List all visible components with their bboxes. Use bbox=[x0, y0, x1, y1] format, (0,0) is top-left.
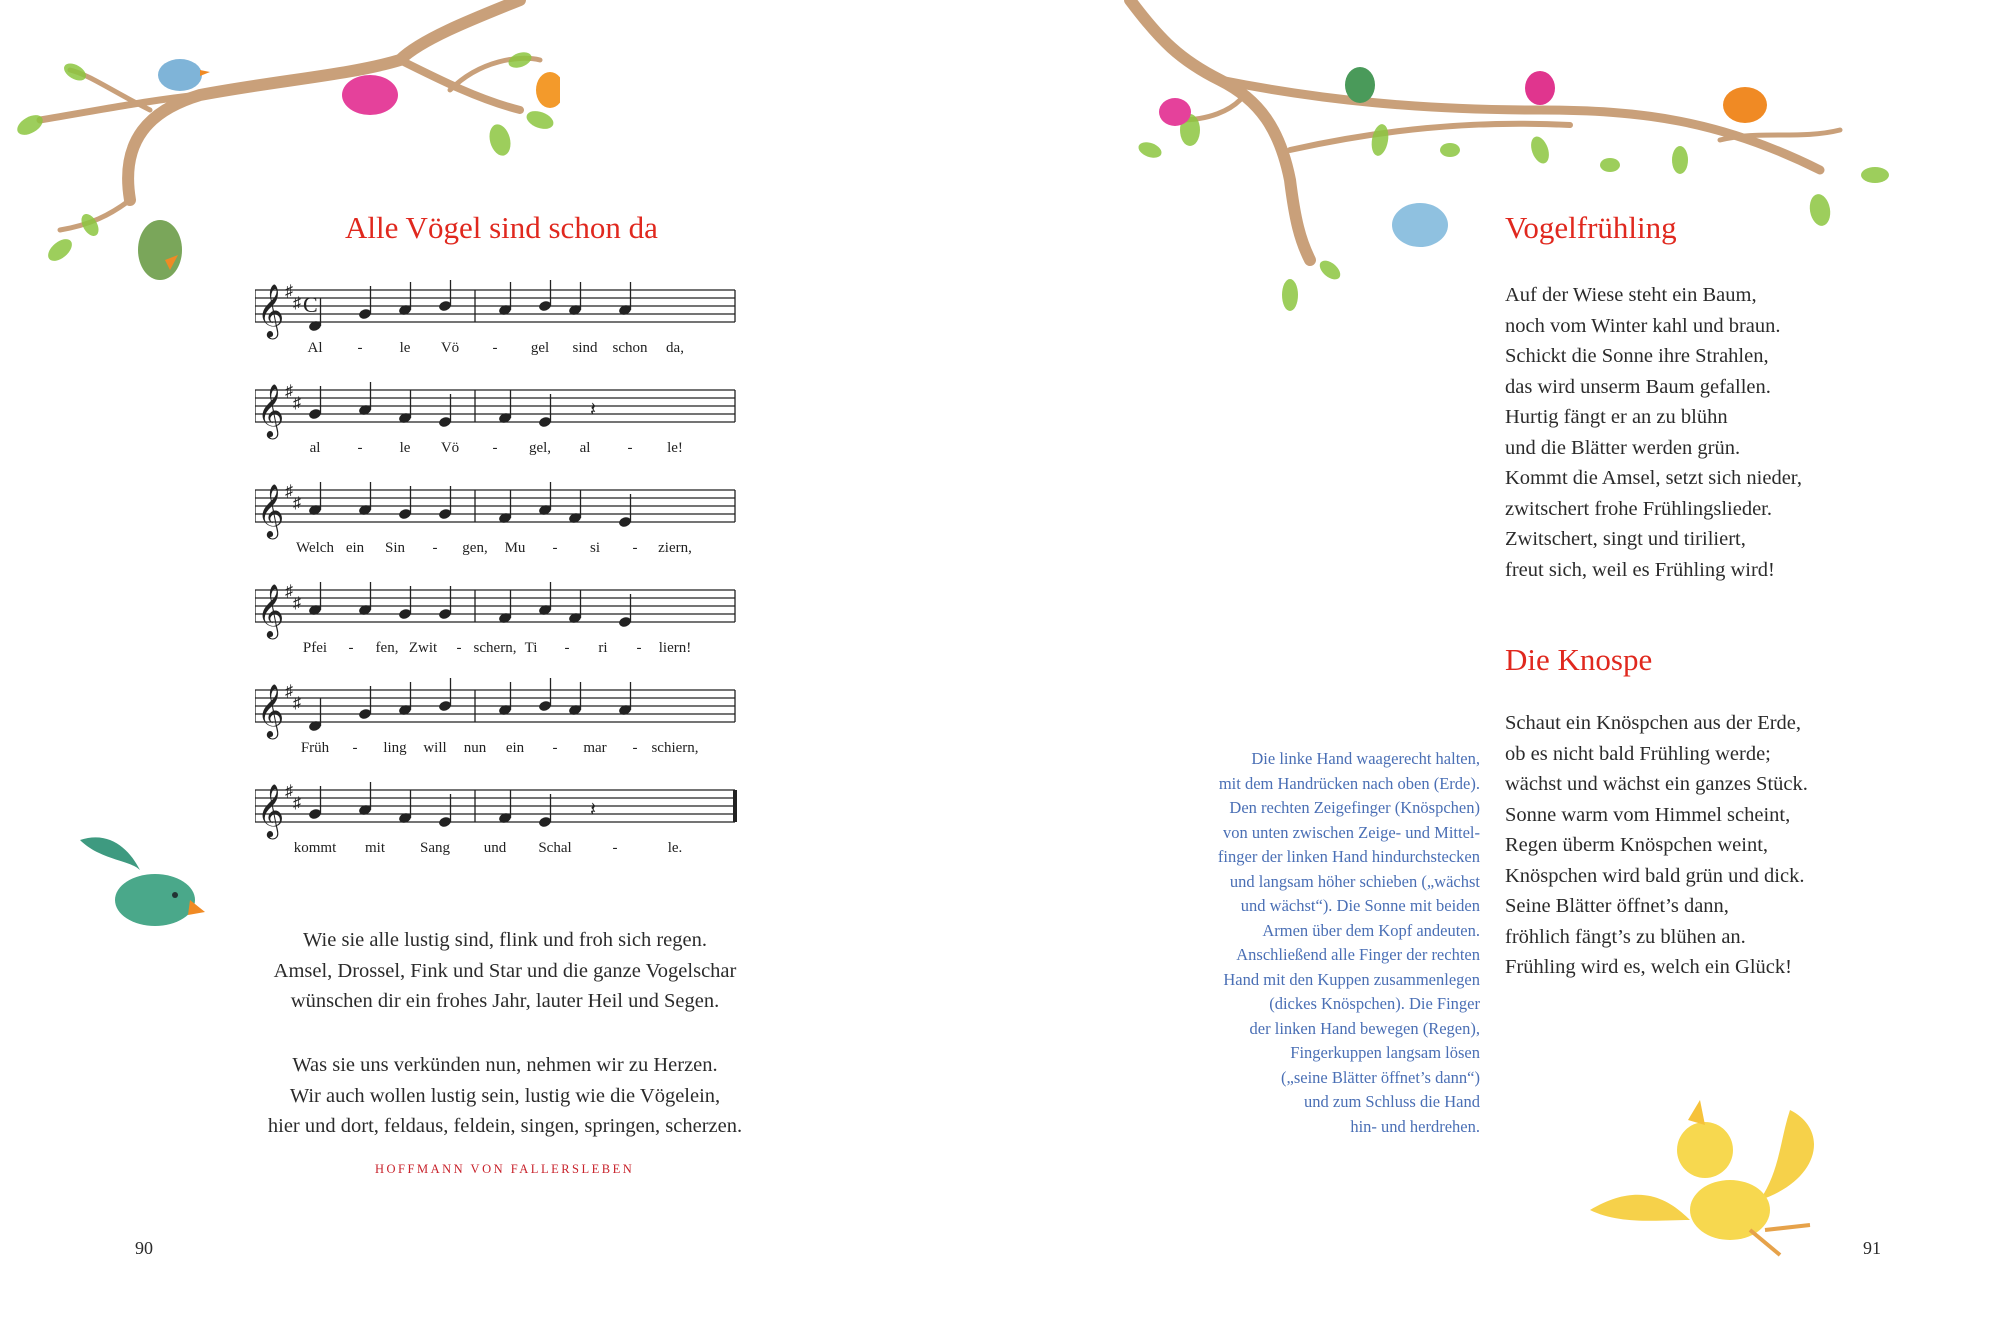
hand-play-instructions bbox=[1218, 747, 1480, 1139]
lyric-syllable: - bbox=[632, 740, 638, 756]
lyric-syllable: Mu bbox=[504, 540, 526, 556]
lyric-syllable: Sin bbox=[384, 540, 406, 556]
lyric-syllable: schon bbox=[612, 340, 648, 356]
instruction-line: von unten zwischen Zeige- und Mittel- bbox=[1222, 822, 1480, 842]
lyric-syllable: kommt bbox=[293, 840, 337, 856]
lyric-syllable: - bbox=[612, 840, 618, 856]
poem-title-vogelfruehling: Vogelfrühling bbox=[1505, 210, 1677, 245]
lyric-syllable: ziern, bbox=[658, 540, 692, 556]
lyric-syllable: gel, bbox=[528, 440, 552, 456]
instruction-line: und zum Schluss die Hand bbox=[1304, 1092, 1480, 1111]
lyric-syllable: Vö bbox=[440, 440, 460, 456]
lyric-syllable: gen, bbox=[462, 540, 488, 556]
poem-line: Schickt die Sonne ihre Strahlen, bbox=[1505, 345, 1769, 367]
lyric-syllable: - bbox=[627, 440, 633, 456]
poem-title-die-knospe: Die Knospe bbox=[1505, 642, 1653, 677]
treble-clef-icon: 𝄞 bbox=[257, 485, 285, 536]
lyric-syllable: - bbox=[352, 740, 358, 756]
poem-line: wächst und wächst ein ganzes Stück. bbox=[1505, 773, 1808, 795]
lyric-syllable: Al bbox=[307, 340, 323, 356]
lyric-syllable: da, bbox=[666, 340, 684, 356]
lyric-syllable: und bbox=[483, 840, 507, 856]
lyric-syllable: Früh bbox=[300, 740, 330, 756]
page-number-left: 90 bbox=[135, 1238, 153, 1258]
sharp-icon: ♯ bbox=[293, 795, 301, 812]
poem-line: Frühling wird es, welch ein Glück! bbox=[1505, 956, 1792, 978]
lyric-syllable: ri bbox=[598, 640, 608, 656]
lyric-syllable: - bbox=[564, 640, 570, 656]
instruction-line: (dickes Knöspchen). Die Finger bbox=[1269, 994, 1480, 1013]
lyric-syllable: - bbox=[552, 740, 558, 756]
lyric-syllable: nun bbox=[463, 740, 487, 756]
yellow-bird-illustration bbox=[1580, 1090, 1880, 1270]
right-page bbox=[1000, 0, 2000, 1333]
instruction-line: Armen über dem Kopf andeuten. bbox=[1262, 920, 1480, 940]
lyric-syllable: al bbox=[309, 440, 321, 456]
poem-line: zwitschert frohe Frühlingslieder. bbox=[1505, 497, 1773, 520]
poem-line: Seine Blätter öffnet’s dann, bbox=[1505, 895, 1729, 917]
green-bird-illustration bbox=[70, 820, 210, 940]
sharp-icon: ♯ bbox=[285, 583, 293, 600]
lyric-syllable: Welch bbox=[296, 540, 334, 556]
stanza-line: wünschen dir ein frohes Jahr, lauter Heil und Segen. bbox=[290, 990, 720, 1012]
lyric-syllable: will bbox=[423, 740, 447, 756]
lyric-syllable: - bbox=[348, 640, 354, 656]
lyric-syllable: schern, bbox=[473, 640, 517, 656]
stanza-line: Wir auch wollen lustig sein, lustig wie die Vögelein, bbox=[289, 1084, 721, 1107]
poem-die-knospe bbox=[1505, 708, 1808, 983]
instruction-line: Die linke Hand waagerecht halten, bbox=[1251, 749, 1480, 768]
song-title: Alle Vögel sind schon da bbox=[345, 210, 658, 245]
lyric-syllable: le! bbox=[667, 440, 683, 456]
sharp-icon: ♯ bbox=[293, 595, 301, 612]
sharp-icon: ♯ bbox=[285, 383, 293, 400]
lyric-syllable: - bbox=[432, 540, 438, 556]
lyric-syllable: Schal bbox=[538, 840, 572, 856]
lyric-syllable: sind bbox=[572, 340, 598, 356]
poem-line: fröhlich fängt’s zu blühen an. bbox=[1505, 925, 1746, 948]
sharp-icon: ♯ bbox=[285, 483, 293, 500]
instruction-line: der linken Hand bewegen (Regen), bbox=[1249, 1018, 1480, 1038]
lyric-syllable: liern! bbox=[658, 640, 692, 656]
lyric-syllable: - bbox=[636, 640, 642, 656]
instruction-line: finger der linken Hand hindurchstecken bbox=[1217, 847, 1480, 866]
poem-line: ob es nicht bald Frühling werde; bbox=[1505, 742, 1771, 765]
poem-line: Zwitschert, singt und tiriliert, bbox=[1505, 528, 1746, 550]
lyric-syllable: si bbox=[589, 540, 601, 556]
time-signature: C bbox=[303, 292, 318, 317]
poem-line: und die Blätter werden grün. bbox=[1505, 436, 1741, 459]
quarter-rest-icon: 𝄽 bbox=[590, 799, 597, 821]
lyric-syllable: ein bbox=[505, 740, 525, 756]
sharp-icon: ♯ bbox=[293, 695, 301, 712]
instruction-line: („seine Blätter öffnet’s dann“) bbox=[1281, 1067, 1480, 1087]
poem-line: noch vom Winter kahl und braun. bbox=[1505, 314, 1781, 337]
lyric-syllable: - bbox=[492, 340, 498, 356]
lyric-syllable: le bbox=[399, 440, 411, 456]
poem-line: Auf der Wiese steht ein Baum, bbox=[1505, 284, 1757, 306]
poem-line: Kommt die Amsel, setzt sich nieder, bbox=[1505, 467, 1802, 489]
treble-clef-icon: 𝄞 bbox=[257, 285, 285, 336]
lyric-syllable: - bbox=[357, 340, 363, 356]
instruction-line: mit dem Handrücken nach oben (Erde). bbox=[1218, 773, 1480, 793]
sharp-icon: ♯ bbox=[293, 295, 301, 312]
treble-clef-icon: 𝄞 bbox=[257, 585, 285, 636]
stanza-line: hier und dort, feldaus, feldein, singen, springen, scherzen. bbox=[267, 1115, 743, 1137]
lyric-syllable: mar bbox=[583, 740, 607, 756]
sheet-music bbox=[255, 280, 755, 900]
poem-line: Knöspchen wird bald grün und dick. bbox=[1505, 864, 1805, 887]
lyric-syllable: Vö bbox=[440, 340, 460, 356]
sharp-icon: ♯ bbox=[285, 283, 293, 300]
lyric-syllable: ling bbox=[383, 740, 407, 756]
instruction-line: Anschließend alle Finger der rechten bbox=[1236, 945, 1480, 964]
lyric-syllable: - bbox=[552, 540, 558, 556]
instruction-line: und langsam höher schieben („wächst bbox=[1229, 871, 1480, 891]
instruction-line: Den rechten Zeigefinger (Knöspchen) bbox=[1229, 798, 1480, 817]
poem-line: Schaut ein Knöspchen aus der Erde, bbox=[1505, 712, 1802, 734]
lyric-syllable: mit bbox=[364, 840, 386, 856]
sharp-icon: ♯ bbox=[293, 395, 301, 412]
branch-with-birds-illustration-right bbox=[1120, 0, 1900, 320]
instruction-line: Fingerkuppen langsam lösen bbox=[1290, 1043, 1480, 1062]
stanza-line: Was sie uns verkünden nun, nehmen wir zu Herzen. bbox=[292, 1054, 718, 1076]
lyric-syllable: Zwit bbox=[408, 640, 438, 656]
sharp-icon: ♯ bbox=[293, 495, 301, 512]
sharp-icon: ♯ bbox=[285, 783, 293, 800]
lyric-syllable: Sang bbox=[420, 840, 450, 856]
lyric-syllable: - bbox=[492, 440, 498, 456]
branch-with-birds-illustration-left bbox=[0, 0, 560, 300]
poem-line: das wird unserm Baum gefallen. bbox=[1505, 375, 1771, 398]
poem-line: Sonne warm vom Himmel scheint, bbox=[1505, 803, 1791, 826]
lyric-syllable: Ti bbox=[524, 640, 538, 656]
instruction-line: und wächst“). Die Sonne mit beiden bbox=[1240, 896, 1480, 915]
page-number-right: 91 bbox=[1863, 1238, 1881, 1258]
poem-line: Regen überm Knöspchen weint, bbox=[1505, 834, 1769, 856]
lyric-syllable: le bbox=[399, 340, 411, 356]
treble-clef-icon: 𝄞 bbox=[257, 785, 285, 836]
instruction-line: Hand mit den Kuppen zusammenlegen bbox=[1223, 969, 1480, 989]
lyric-syllable: - bbox=[632, 540, 638, 556]
poem-vogelfruehling bbox=[1505, 280, 1802, 585]
poem-line: freut sich, weil es Frühling wird! bbox=[1505, 558, 1775, 581]
quarter-rest-icon: 𝄽 bbox=[590, 399, 597, 421]
song-stanza-2 bbox=[245, 1050, 765, 1142]
lyric-syllable: Pfei bbox=[302, 640, 328, 656]
sharp-icon: ♯ bbox=[285, 683, 293, 700]
lyric-syllable: le. bbox=[667, 840, 683, 856]
stanza-line: Amsel, Drossel, Fink und Star und die ganze Vogelschar bbox=[273, 959, 737, 982]
lyric-syllable: fen, bbox=[375, 640, 399, 656]
lyric-syllable: al bbox=[579, 440, 591, 456]
treble-clef-icon: 𝄞 bbox=[257, 685, 285, 736]
lyric-syllable: gel bbox=[530, 340, 550, 356]
lyric-syllable: schiern, bbox=[651, 740, 699, 756]
lyric-syllable: - bbox=[456, 640, 462, 656]
song-stanza-1 bbox=[245, 925, 765, 1017]
treble-clef-icon: 𝄞 bbox=[257, 385, 285, 436]
lyric-syllable: - bbox=[357, 440, 363, 456]
author-credit: HOFFMANN VON FALLERSLEBEN bbox=[375, 1162, 635, 1176]
lyric-syllable: ein bbox=[345, 540, 365, 556]
instruction-line: hin- und herdrehen. bbox=[1350, 1116, 1480, 1136]
stanza-line: Wie sie alle lustig sind, flink und froh sich regen. bbox=[303, 929, 707, 951]
poem-line: Hurtig fängt er an zu blühn bbox=[1505, 406, 1728, 428]
